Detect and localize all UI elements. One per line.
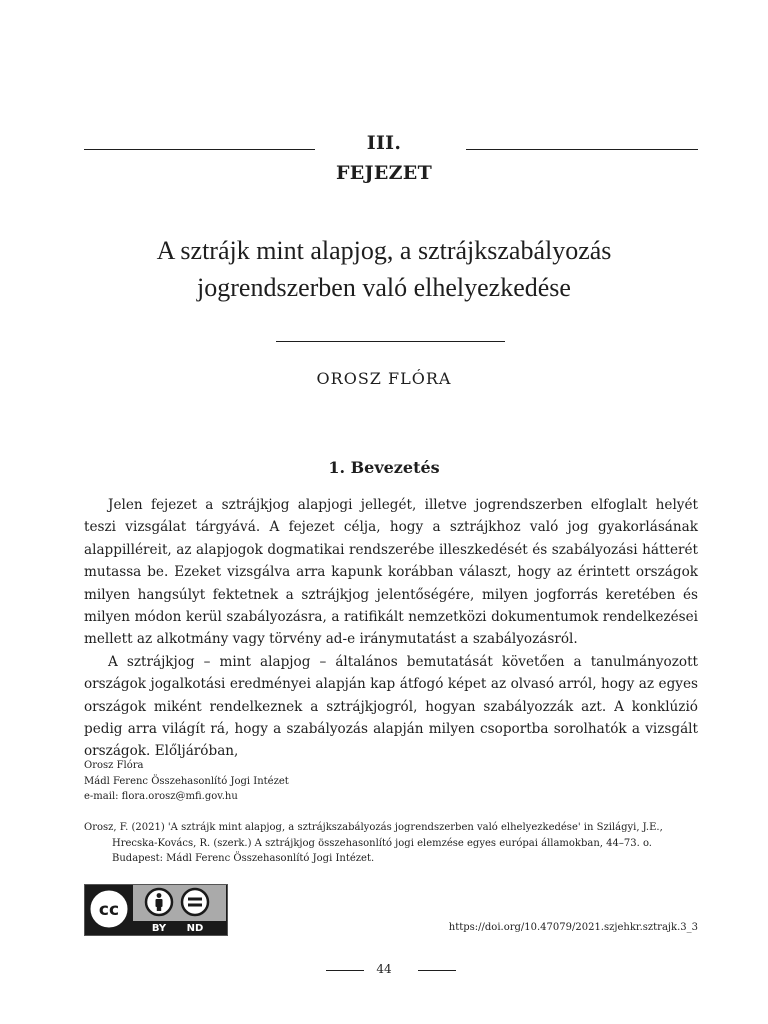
author-note [84, 758, 289, 805]
chapter-label: FEJEZET [335, 162, 433, 184]
author-note-name: Orosz Flóra [84, 760, 144, 771]
cc-license-badge[interactable] [84, 884, 228, 936]
citation [84, 820, 698, 867]
license-by-label: BY [151, 923, 167, 934]
chapter-number: III. [366, 132, 402, 154]
no-derivatives-icon [182, 889, 208, 915]
cc-license-graphic [85, 885, 226, 934]
attribution-icon [146, 889, 172, 915]
doi-link[interactable]: https://doi.org/10.47079/2021.szjehkr.sztrajk.3_3 [448, 922, 698, 933]
page-number: 44 [376, 962, 392, 976]
chapter-title-line-2: jogrendszerben való elhelyezkedése [197, 273, 571, 302]
body-text [84, 494, 698, 763]
paragraph: Jelen fejezet a sztrájkjog alapjogi jellegét, illetve jogrendszerben elfoglalt helyét teszi vizsgálat tárgyává. A fejezet célja, hogy a sztrájkhoz való jog gyakorlásának alappilléreit, az alapjogok dogmatikai rendszerébe illeszkedését és szabályozási hátterét mutassa be. Ezeket vizsgálva arra kapunk korábban választ, hogy az érintett országok milyen hangsúlyt fektetnek a sztrájkjog jelentőségére, milyen jogforrás keretében és milyen módon kerül szabályozásra, a ratifikált nemzetközi dokumentumok rendelkezései mellett az alkotmány vagy törvény ad-e iránymutatást a szabályozásról. [84, 497, 698, 648]
citation-line-1: Orosz, F. (2021) 'A sztrájk mint alapjog, a sztrájkszabályozás jogrendszerben való elhelyezkedése' in Szilágyi, J.E., [84, 822, 663, 833]
paragraph: A sztrájkjog – mint alapjog – általános bemutatását követően a tanulmányozott országok jogalkotási eredményei alapján kap átfogó képet az olvasó arról, hogy az egyes országok miként rendelkeznek a sztrájkjogról, hogyan szabályozzák azt. A konklúzió pedig arra világít rá, hogy a szabályozás alapján milyen csoportba sorolhatók a vizsgált országok. Előljáróban, [84, 653, 698, 760]
author-note-institution: Mádl Ferenc Összehasonlító Jogi Intézet [84, 775, 289, 787]
cc-icon-text: cc [98, 900, 120, 920]
section-heading: 1. Bevezetés [328, 458, 440, 477]
license-nd-label: ND [186, 923, 204, 934]
cc-icon [89, 889, 129, 929]
citation-line-3: Budapest: Mádl Ferenc Összehasonlító Jogi Intézet. [112, 853, 375, 864]
chapter-title [60, 232, 708, 306]
citation-line-2: Hrecska-Kovács, R. (szerk.) A sztrájkjog összehasonlító jogi elemzése egyes európai államokban, 44–73. o. [112, 837, 652, 849]
chapter-title-line-1: A sztrájk mint alapjog, a sztrájkszabályozás [156, 236, 612, 265]
title-divider [276, 341, 505, 342]
author-name: OROSZ FLÓRA [316, 369, 452, 388]
author-note-email: e-mail: flora.orosz@mfi.gov.hu [84, 791, 238, 802]
